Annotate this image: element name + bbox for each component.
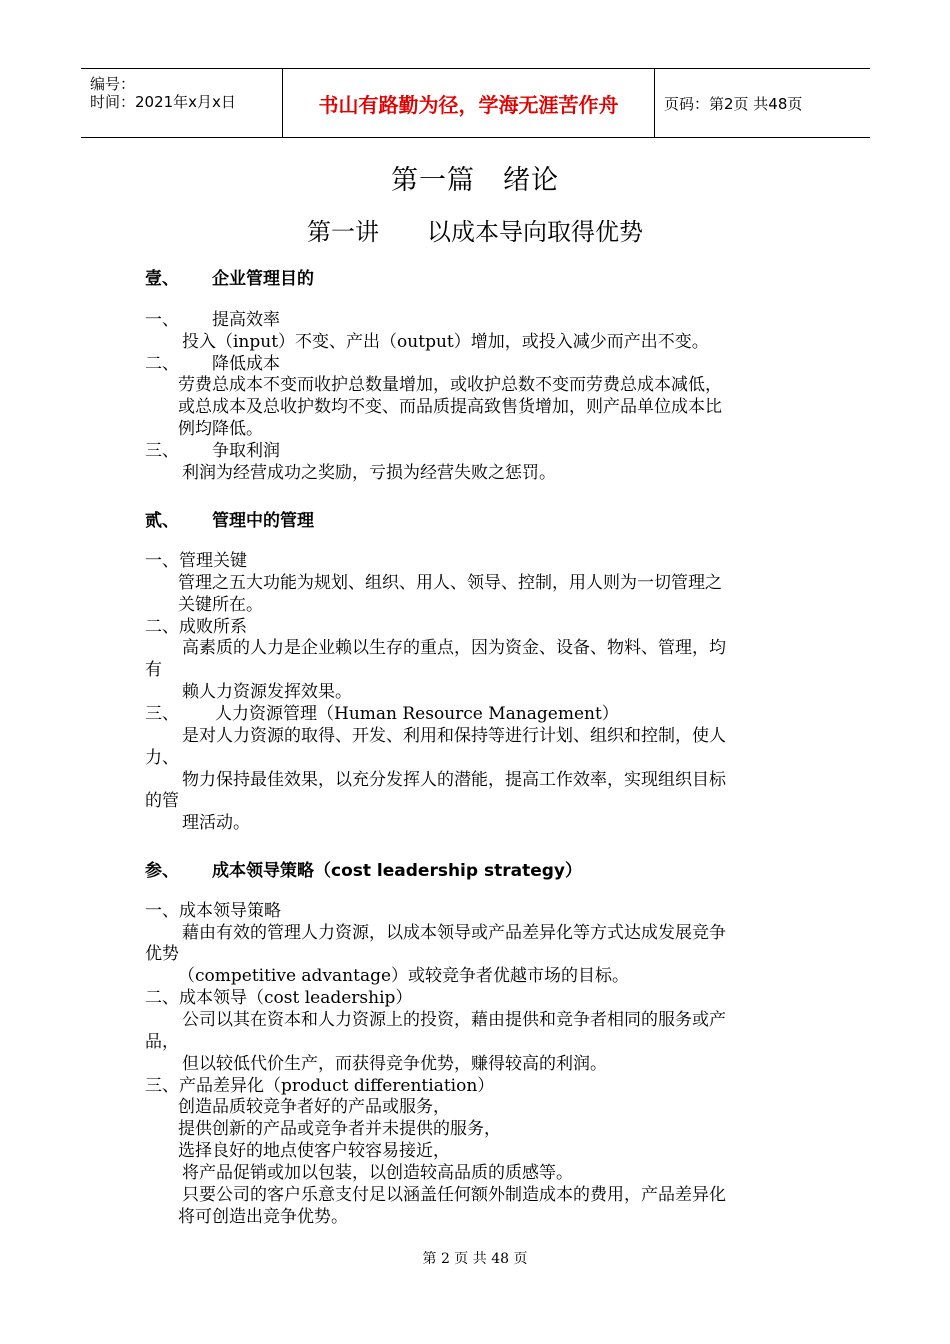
paragraph-line: 关键所在。 [178,595,263,615]
section-heading-3 [145,856,582,881]
paragraph-line: 提供创新的产品或竞争者并未提供的服务， [178,1119,501,1139]
subheading [145,309,280,331]
section-number: 壹、 [145,269,179,289]
subheading-title: 提高效率 [212,310,280,330]
paragraph-line: 是对人力资源的取得、开发、利用和保持等进行计划、组织和控制，使人 [182,726,726,746]
subheading [145,703,619,725]
subheading-number: 三、 [145,441,179,461]
section-number: 贰、 [145,511,179,531]
lecture-title: 第一讲 以成本导向取得优势 [307,218,643,246]
paragraph-line: （competitive advantage）或较竞争者优越市场的目标。 [178,966,630,986]
subheading: 三、产品差异化（product differentiation） [145,1076,495,1096]
subheading-title: 争取利润 [212,441,280,461]
subheading-title: 人力资源管理（Human Resource Management） [215,704,619,724]
part-title: 第一篇 绪论 [391,165,559,196]
section-heading-2 [145,506,314,531]
paragraph-line: 投入（input）不变、产出（output）增加，或投入减少而产出不变。 [182,332,709,352]
section-number: 参、 [145,861,179,881]
paragraph-line: 将产品促销或加以包装，以创造较高品质的质感等。 [182,1163,573,1183]
paragraph-line: 公司以其在资本和人力资源上的投资，藉由提供和竞争者相同的服务或产 [182,1010,726,1030]
paragraph-line: 力、 [145,748,179,768]
paragraph-line: 赖人力资源发挥效果。 [182,682,352,702]
paragraph-line: 利润为经营成功之奖励，亏损为经营失败之惩罚。 [182,463,556,483]
document-time-label: 时间：2021年x月x日 [90,93,236,111]
paragraph-line: 物力保持最佳效果，以充分发挥人的潜能，提高工作效率，实现组织目标 [182,770,726,790]
paragraph-line: 将可创造出竞争优势。 [178,1207,348,1227]
subheading: 二、成本领导（cost leadership） [145,988,413,1008]
paragraph-line: 或总成本及总收护数均不变、而品质提高致售货增加，则产品单位成本比 [178,397,722,417]
subheading: 一、管理关键 [145,551,247,571]
section-title: 成本领导策略（cost leadership strategy） [212,861,582,881]
subheading: 一、成本领导策略 [145,901,281,921]
subheading [145,353,280,375]
paragraph-line: 高素质的人力是企业赖以生存的重点，因为资金、设备、物料、管理，均 [182,638,726,658]
header-motto-cell [282,69,655,137]
subheading: 二、成败所系 [145,617,247,637]
section-title: 管理中的管理 [212,511,314,531]
paragraph-line: 管理之五大功能为规划、组织、用人、领导、控制，用人则为一切管理之 [178,573,722,593]
page-footer: 第 2 页 共 48 页 [422,1251,528,1267]
section-title: 企业管理目的 [212,269,314,289]
section-heading-1 [145,264,314,289]
paragraph-line: 藉由有效的管理人力资源，以成本领导或产品差异化等方式达成发展竞争 [182,923,726,943]
header-motto: 书山有路勤为径，学海无涯苦作舟 [318,92,619,117]
header-page-cell [654,69,870,137]
header-page-info: 页码：第2页 共48页 [664,94,803,113]
subheading-number: 三、 [145,704,179,724]
paragraph-line: 劳费总成本不变而收护总数量增加，或收护总数不变而劳费总成本减低， [178,375,722,395]
paragraph-line: 优势 [145,944,179,964]
paragraph-line: 选择良好的地点使客户较容易接近， [178,1141,450,1161]
document-number-label: 编号： [90,75,136,93]
paragraph-line: 创造品质较竞争者好的产品或服务， [178,1097,450,1117]
paragraph-line: 只要公司的客户乐意支付足以涵盖任何额外制造成本的费用，产品差异化 [182,1185,726,1205]
subheading-title: 降低成本 [212,354,280,374]
paragraph-line: 例均降低。 [178,419,263,439]
subheading-number: 二、 [145,354,179,374]
subheading-number: 一、 [145,310,179,330]
document-header [81,68,870,138]
paragraph-line: 有 [145,660,162,680]
paragraph-line: 但以较低代价生产，而获得竞争优势，赚得较高的利润。 [182,1054,607,1074]
subheading [145,440,280,462]
paragraph-line: 的管 [145,791,179,811]
header-meta-cell [81,69,281,137]
paragraph-line: 品， [145,1032,179,1052]
paragraph-line: 理活动。 [182,813,250,833]
